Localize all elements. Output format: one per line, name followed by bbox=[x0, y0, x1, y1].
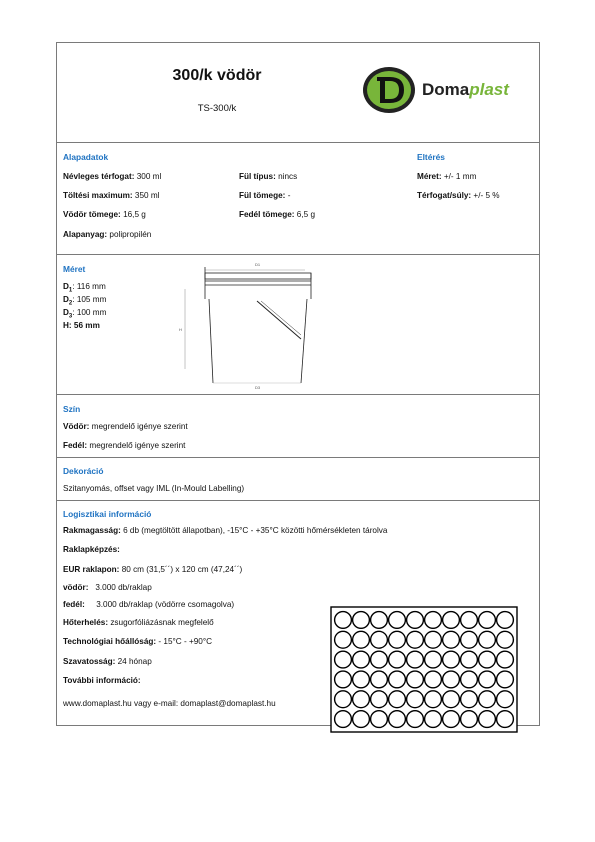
pallet-bucket-circle bbox=[479, 711, 496, 728]
svg-text:D1: D1 bbox=[255, 262, 261, 267]
d1-row: $D_1$: 116 mm bbox=[63, 282, 106, 294]
handle-weight-row: Fül tömege: - bbox=[239, 191, 291, 200]
pallet-bucket-circle bbox=[371, 691, 388, 708]
pallet-bucket-circle bbox=[371, 711, 388, 728]
pallet-bucket-circle bbox=[407, 612, 424, 629]
heat-row: Hőterhelés: zsugorfóliázásnak megfelelő bbox=[63, 618, 214, 627]
pallet-bucket-circle bbox=[389, 631, 406, 648]
pallet-heading: Raklapképzés: bbox=[63, 545, 120, 554]
pallet-bucket-circle bbox=[479, 671, 496, 688]
pallet-bucket-circle bbox=[353, 711, 370, 728]
basic-heading: Alapadatok bbox=[63, 152, 109, 162]
bucket-cross-section-drawing bbox=[177, 259, 327, 389]
d3-row: $D_3$: 100 mm bbox=[63, 308, 107, 320]
volume-deviation-row: Térfogat/súly: +/- 5 % bbox=[417, 191, 500, 200]
pallet-bucket-circle bbox=[425, 631, 442, 648]
pallet-bucket-circle bbox=[353, 612, 370, 629]
svg-text:H: H bbox=[179, 327, 182, 332]
pallet-bucket-circle bbox=[425, 671, 442, 688]
pallet-bucket-circle bbox=[335, 612, 352, 629]
pallet-bucket-circle bbox=[425, 711, 442, 728]
pallet-bucket-circle bbox=[389, 671, 406, 688]
basic-data-section bbox=[57, 143, 539, 255]
pallet-bucket-circle bbox=[443, 651, 460, 668]
decoration-section bbox=[57, 458, 539, 501]
logo-text-accent: plast bbox=[469, 80, 509, 99]
pallet-bucket-circle bbox=[389, 691, 406, 708]
pallet-bucket-circle bbox=[389, 612, 406, 629]
pallet-bucket-circle bbox=[497, 691, 514, 708]
logo-text: Doma bbox=[422, 80, 470, 99]
pallet-bucket-circle bbox=[443, 691, 460, 708]
pallet-bucket-circle bbox=[497, 711, 514, 728]
d2-row: $D_2$: 105 mm bbox=[63, 295, 107, 307]
lid-pallet-row: fedél: 3.000 db/raklap (vödörre csomagolva) bbox=[63, 600, 235, 609]
color-heading: Szín bbox=[63, 404, 81, 414]
pallet-bucket-circle bbox=[353, 691, 370, 708]
pallet-bucket-circle bbox=[335, 631, 352, 648]
logo-d-icon bbox=[362, 65, 418, 115]
pallet-bucket-circle bbox=[425, 651, 442, 668]
pallet-bucket-circle bbox=[425, 612, 442, 629]
pallet-bucket-circle bbox=[335, 671, 352, 688]
lid-weight-row: Fedél tömege: 6,5 g bbox=[239, 210, 316, 219]
pallet-bucket-circle bbox=[461, 612, 478, 629]
pallet-bucket-circle bbox=[497, 631, 514, 648]
pallet-bucket-circle bbox=[479, 691, 496, 708]
pallet-bucket-circle bbox=[407, 651, 424, 668]
pallet-bucket-circle bbox=[371, 631, 388, 648]
pallet-bucket-circle bbox=[461, 631, 478, 648]
fill-row: Töltési maximum: 350 ml bbox=[63, 191, 160, 200]
pallet-bucket-circle bbox=[443, 711, 460, 728]
capacity-row: Névleges térfogat: 300 ml bbox=[63, 172, 162, 181]
company-logo bbox=[362, 65, 532, 115]
svg-text:D3: D3 bbox=[255, 385, 261, 389]
more-info-label: További információ: bbox=[63, 676, 141, 685]
pallet-bucket-circle bbox=[407, 711, 424, 728]
header-section bbox=[57, 43, 539, 143]
product-sheet bbox=[56, 42, 540, 726]
pallet-bucket-circle bbox=[407, 631, 424, 648]
pallet-bucket-circle bbox=[443, 671, 460, 688]
pallet-layout-diagram bbox=[330, 606, 518, 733]
h-row: H: 56 mm bbox=[63, 321, 100, 330]
pallet-bucket-circle bbox=[479, 612, 496, 629]
color-section bbox=[57, 395, 539, 458]
pallet-bucket-circle bbox=[371, 651, 388, 668]
pallet-bucket-circle bbox=[407, 691, 424, 708]
handle-type-row: Fül típus: nincs bbox=[239, 172, 298, 181]
pallet-bucket-circle bbox=[461, 711, 478, 728]
bucket-color-row: Vödör: megrendelő igénye szerint bbox=[63, 422, 188, 431]
pallet-bucket-circle bbox=[353, 671, 370, 688]
size-section bbox=[57, 255, 539, 395]
contact-line: www.domaplast.hu vagy e-mail: domaplast@domaplast.hu bbox=[63, 699, 276, 708]
pallet-bucket-circle bbox=[335, 711, 352, 728]
pallet-bucket-circle bbox=[443, 612, 460, 629]
pallet-bucket-circle bbox=[497, 651, 514, 668]
pallet-bucket-circle bbox=[461, 691, 478, 708]
warranty-row: Szavatosság: 24 hónap bbox=[63, 657, 152, 666]
pallet-bucket-circle bbox=[389, 711, 406, 728]
pallet-bucket-circle bbox=[389, 651, 406, 668]
eur-pallet-row: EUR raklapon: 80 cm (31,5´´) x 120 cm (47,24´´) bbox=[63, 565, 243, 574]
pallet-bucket-circle bbox=[353, 631, 370, 648]
deviation-heading: Eltérés bbox=[417, 152, 445, 162]
weight-row: Vödör tömege: 16,5 g bbox=[63, 210, 146, 219]
pallet-bucket-circle bbox=[335, 691, 352, 708]
pallet-bucket-circle bbox=[497, 612, 514, 629]
page-title: 300/k vödör bbox=[172, 67, 262, 84]
product-code: TS-300/k bbox=[197, 103, 237, 114]
pallet-bucket-circle bbox=[335, 651, 352, 668]
pallet-bucket-circle bbox=[479, 651, 496, 668]
pallet-bucket-circle bbox=[479, 631, 496, 648]
bucket-pallet-row: vödör: 3.000 db/raklap bbox=[63, 583, 152, 592]
lid-color-row: Fedél: megrendelő igénye szerint bbox=[63, 441, 186, 450]
pallet-bucket-circle bbox=[371, 671, 388, 688]
pallet-bucket-circle bbox=[407, 671, 424, 688]
pallet-bucket-circle bbox=[353, 651, 370, 668]
size-deviation-row: Méret: +/- 1 mm bbox=[417, 172, 477, 181]
size-heading: Méret bbox=[63, 264, 86, 274]
pallet-bucket-circle bbox=[443, 631, 460, 648]
stack-row: Rakmagasság: 6 db (megtöltött állapotban), -15°C - +35°C közötti hőmérsékleten tárolva bbox=[63, 526, 388, 535]
pallet-bucket-circle bbox=[425, 691, 442, 708]
pallet-bucket-circle bbox=[371, 612, 388, 629]
material-row: Alapanyag: polipropilén bbox=[63, 230, 152, 239]
pallet-bucket-circle bbox=[461, 671, 478, 688]
decoration-heading: Dekoráció bbox=[63, 466, 104, 476]
pallet-bucket-circle bbox=[461, 651, 478, 668]
logistics-heading: Logisztikai információ bbox=[63, 509, 152, 519]
decoration-value: Szitanyomás, offset vagy IML (In-Mould Labelling) bbox=[63, 484, 245, 493]
temperature-row: Technológiai hőállóság: - 15°C - +90°C bbox=[63, 637, 213, 646]
logistics-section bbox=[57, 501, 539, 727]
pallet-bucket-circle bbox=[497, 671, 514, 688]
